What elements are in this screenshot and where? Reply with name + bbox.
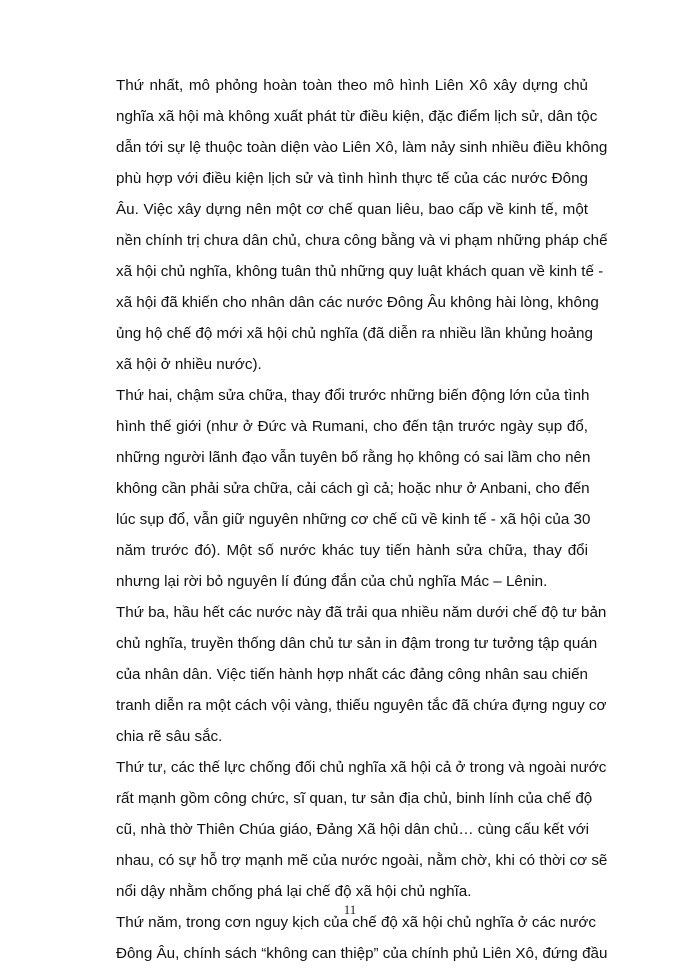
- text-line: rất mạnh gồm công chức, sĩ quan, tư sản địa chủ, binh lính của chế độ: [116, 790, 593, 807]
- text-line: Thứ hai, chậm sửa chữa, thay đổi trước những biến động lớn của tình: [116, 387, 590, 404]
- text-line: cũ, nhà thờ Thiên Chúa giáo, Đảng Xã hội dân chủ… cùng cấu kết với: [116, 821, 590, 838]
- text-line: chia rẽ sâu sắc.: [116, 728, 223, 745]
- text-line: nhau, có sự hỗ trợ mạnh mẽ của nước ngoài, nằm chờ, khi có thời cơ sẽ: [116, 852, 608, 869]
- text-line: Thứ ba, hầu hết các nước này đã trải qua nhiều năm dưới chế độ tư bản: [116, 604, 607, 621]
- document-body: [116, 70, 608, 969]
- text-line: nghĩa xã hội mà không xuất phát từ điều kiện, đặc điểm lịch sử, dân tộc: [116, 108, 598, 125]
- paragraph-first: [116, 70, 608, 380]
- text-line: nổi dậy nhằm chống phá lại chế độ xã hội chủ nghĩa.: [116, 883, 472, 900]
- paragraph-third: [116, 597, 607, 752]
- text-line: Thứ tư, các thế lực chống đối chủ nghĩa xã hội cả ở trong và ngoài nước: [116, 759, 607, 776]
- text-line: tranh diễn ra một cách vội vàng, thiếu nguyên tắc đã chứa đựng nguy cơ: [116, 697, 607, 714]
- text-line: Đông Âu, chính sách “không can thiệp” của chính phủ Liên Xô, đứng đầu: [116, 945, 608, 962]
- text-line: hình thế giới (như ở Đức và Rumani, cho đến tận trước ngày sụp đổ,: [116, 418, 588, 435]
- text-line: dẫn tới sự lệ thuộc toàn diện vào Liên Xô, làm nảy sinh nhiều điều không: [116, 139, 608, 156]
- text-line: xã hội ở nhiều nước).: [116, 356, 262, 373]
- text-line: xã hội đã khiến cho nhân dân các nước Đông Âu không hài lòng, không: [116, 294, 599, 311]
- text-line: xã hội chủ nghĩa, không tuân thủ những quy luật khách quan về kinh tế -: [116, 263, 604, 280]
- paragraph-second: [116, 380, 591, 597]
- text-line: của nhân dân. Việc tiến hành hợp nhất các đảng công nhân sau chiến: [116, 666, 588, 683]
- text-line: ủng hộ chế độ mới xã hội chủ nghĩa (đã diễn ra nhiều lần khủng hoảng: [116, 325, 593, 342]
- paragraph-fourth: [116, 752, 608, 907]
- text-line: phù hợp với điều kiện lịch sử và tình hình thực tế của các nước Đông: [116, 170, 588, 187]
- text-line: năm trước đó). Một số nước khác tuy tiến hành sửa chữa, thay đổi: [116, 542, 588, 559]
- text-line: Thứ nhất, mô phỏng hoàn toàn theo mô hình Liên Xô xây dựng chủ: [116, 77, 588, 94]
- text-line: những người lãnh đạo vẫn tuyên bố rằng họ không có sai lầm cho nên: [116, 449, 591, 466]
- text-line: lúc sụp đổ, vẫn giữ nguyên những cơ chế cũ về kinh tế - xã hội của 30: [116, 511, 591, 528]
- text-line: Thứ năm, trong cơn nguy kịch của chế độ xã hội chủ nghĩa ở các nước: [116, 914, 596, 931]
- page-number: 11: [343, 902, 357, 917]
- text-line: chủ nghĩa, truyền thống dân chủ tư sản in đậm trong tư tưởng tập quán: [116, 635, 598, 652]
- text-line: không cần phải sửa chữa, cải cách gì cả; hoặc như ở Anbani, cho đến: [116, 480, 590, 497]
- text-line: nền chính trị chưa dân chủ, chưa công bằng và vi phạm những pháp chế: [116, 232, 608, 249]
- text-line: Âu. Việc xây dựng nên một cơ chế quan liêu, bao cấp về kinh tế, một: [116, 201, 588, 218]
- text-line: nhưng lại rời bỏ nguyên lí đúng đắn của chủ nghĩa Mác – Lênin.: [116, 573, 548, 590]
